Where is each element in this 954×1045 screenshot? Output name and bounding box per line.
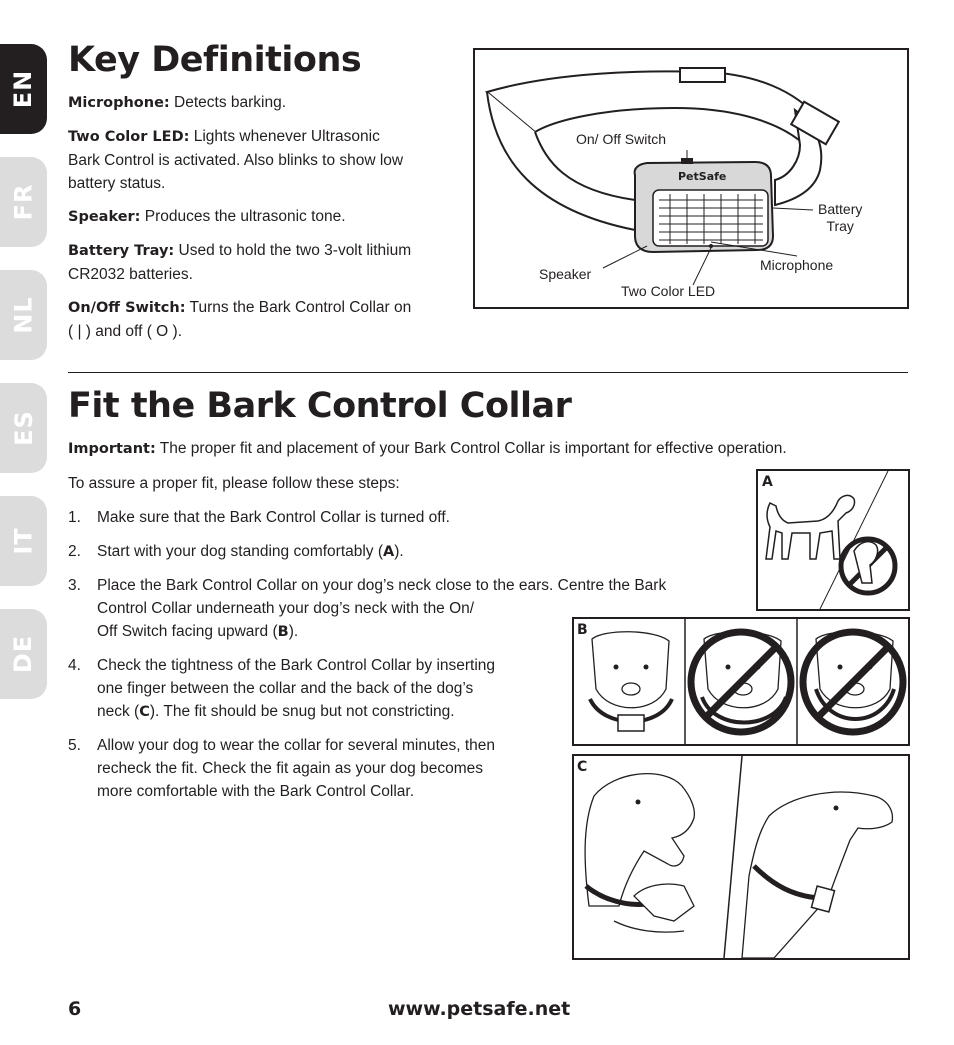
figure-panel-a: A: [756, 469, 910, 611]
tab-it[interactable]: IT: [0, 496, 47, 586]
fit-check-illustration: [574, 756, 908, 958]
label-speaker: Speaker: [539, 266, 592, 282]
key-definitions-title: Key Definitions: [68, 40, 362, 80]
label-two-color-led: Two Color LED: [621, 283, 716, 299]
important-note: Important: The proper fit and placement of your Bark Control Collar is important for effective operation.: [68, 440, 787, 457]
definition-led: Two Color LED: Lights whenever Ultrasonic Bark Control is activated. Also blinks to show low battery status.: [68, 128, 404, 192]
tab-de[interactable]: DE: [0, 609, 47, 699]
section-divider: [68, 372, 908, 373]
label-microphone: Microphone: [760, 257, 834, 273]
brand-logo: PetSafe: [678, 170, 727, 183]
definition-speaker: Speaker: Produces the ultrasonic tone.: [68, 208, 346, 225]
definition-on-off-switch: On/Off Switch: Turns the Bark Control Collar on ( | ) and off ( O ).: [68, 299, 412, 340]
collar-position-illustration: [574, 619, 908, 744]
figure-panel-b: B: [572, 617, 910, 746]
steps-intro: To assure a proper fit, please follow these steps:: [68, 475, 400, 492]
figure-panel-c: C: [572, 754, 910, 960]
tab-fr[interactable]: FR: [0, 157, 47, 247]
fit-section-title: Fit the Bark Control Collar: [68, 386, 572, 426]
label-battery-tray: Battery Tray: [818, 201, 863, 234]
definition-microphone: Microphone: Detects barking.: [68, 94, 287, 111]
website-link[interactable]: www.petsafe.net: [388, 998, 571, 1020]
standing-dog-illustration: [758, 471, 908, 609]
page-number: 6: [68, 998, 82, 1020]
tab-en[interactable]: EN: [0, 44, 47, 134]
tab-es[interactable]: ES: [0, 383, 47, 473]
definition-battery-tray: Battery Tray: Used to hold the two 3-volt lithium CR2032 batteries.: [68, 242, 412, 283]
tab-nl[interactable]: NL: [0, 270, 47, 360]
label-on-off-switch: On/ Off Switch: [576, 131, 666, 147]
collar-diagram: [473, 48, 909, 309]
